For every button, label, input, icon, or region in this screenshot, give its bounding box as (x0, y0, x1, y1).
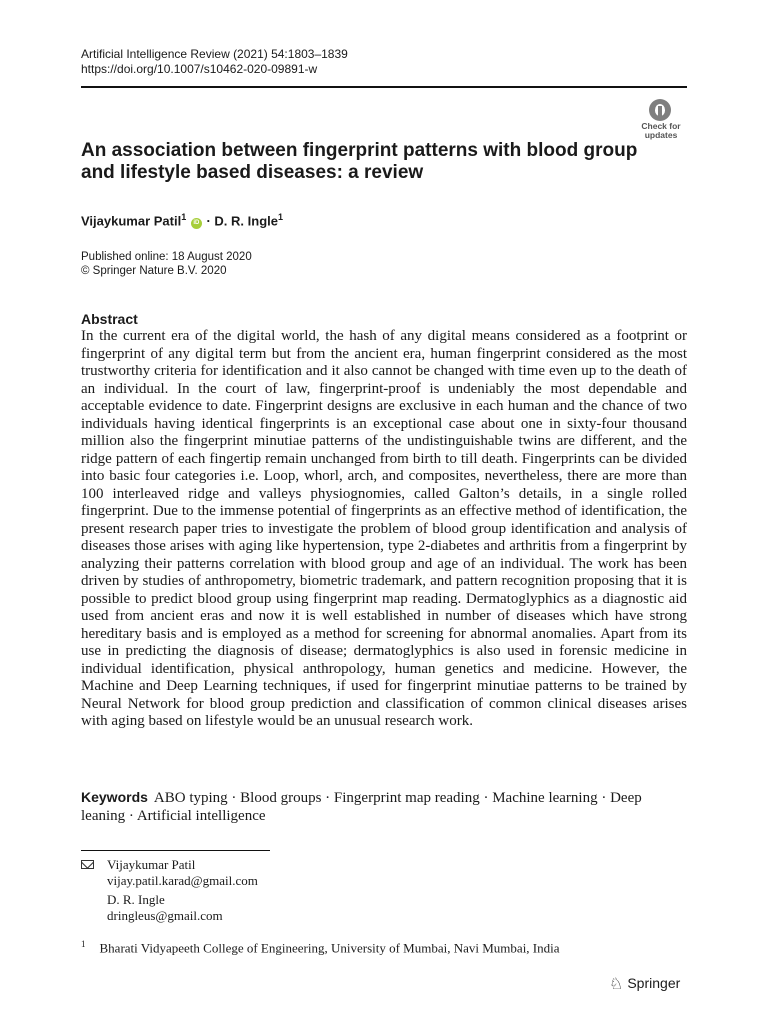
orcid-icon[interactable]: iD (191, 218, 202, 229)
check-for-updates-badge[interactable] (636, 98, 686, 142)
contact-name: Vijaykumar Patil (107, 857, 196, 872)
check-for-updates-icon (649, 99, 671, 121)
doi-link[interactable]: https://doi.org/10.1007/s10462-020-09891-w (81, 62, 318, 76)
copyright: © Springer Nature B.V. 2020 (81, 265, 227, 277)
author-separator: · (202, 213, 215, 229)
publication-info (81, 250, 252, 278)
envelope-icon (81, 860, 94, 869)
published-date: Published online: 18 August 2020 (81, 251, 252, 263)
abstract-text: In the current era of the digital world, the hash of any digital means considered as a footprint or fingerprint of any digital term but from the ancient era, human fingerprint considered as the most trustworthy criteria for identification and it also cannot be changed with time even up to the death of an individual. In the court of law, fingerprint-proof is undeniably the most dependable and acceptable evidence to date. Fingerprint designs are exclusive in each human and the chance of two individuals having identical fingerprints is an exceptional case about one in sixty-four thousand million also the fingerprint minutiae patterns of the undistinguishable twins are different, and the ridge pattern of each fingertip remain unchanged from birth to till death. Fingerprints can be divided into basic four categories i.e. Loop, whorl, arch, and composites, nevertheless, there are more than 100 interleaved ridge and valleys physiognomies, called Galton’s details, in a single rolled fingerprint. Due to the immense potential of fingerprints as an effective method of identification, the present research paper tries to investigate the problem of blood group identification and analysis of diseases those arises with aging like hypertension, type 2-diabetes and arthritis from a fingerprint by analyzing their patterns correlation with blood group and age of an individual. The work has been driven by studies of anthropometry, biometric trademark, and pattern recognition proposing that it is possible to predict blood group using fingerprint map reading. Dermatoglyphics as a diagnostic aid used from ancient eras and now it is well established in number of diseases which have strong hereditary basis and is employed as a method for screening for abnormal anomalies. Apart from its use in predicting the diagnosis of disease; dermatoglyphics is also used in forensic medicine in individual identification, physical anthropology, human genetics and medicine. However, the Machine and Deep Learning techniques, if used for fingerprint minutiae patterns to be trained by Neural Network for blood group prediction and classification of common clinical diseases arises with aging based on lifestyle would be an unusual research work. (81, 328, 687, 729)
author-name[interactable]: Vijaykumar Patil (81, 213, 182, 229)
publisher-name: Springer (627, 975, 681, 991)
check-for-updates-label: Check for updates (641, 121, 681, 140)
journal-header (81, 47, 348, 77)
springer-horse-icon: ♘ (609, 976, 624, 993)
affiliation-marker: 1 (181, 212, 187, 222)
keywords-label: Keywords (81, 789, 148, 805)
affiliation-marker: 1 (277, 212, 283, 222)
contact-email[interactable]: vijay.patil.karad@gmail.com (107, 873, 258, 888)
corresponding-author (107, 857, 258, 889)
second-author-contact (107, 892, 223, 924)
keywords (81, 789, 687, 825)
affiliation-text: Bharati Vidyapeeth College of Engineering, University of Mumbai, Navi Mumbai, India (99, 940, 560, 956)
footnote-rule (81, 850, 270, 851)
paper-title: An association between fingerprint patterns with blood group and lifestyle based diseases: a review (81, 140, 638, 183)
author-list (81, 208, 283, 230)
author-name[interactable]: D. R. Ingle (214, 213, 278, 229)
publisher-logo (609, 973, 680, 993)
header-rule (81, 86, 687, 88)
affiliation-number: 1 (81, 939, 86, 949)
affiliation (81, 936, 560, 956)
keywords-list: ABO typing · Blood groups · Fingerprint map reading · Machine learning · Deep leaning · Artificial intelligence (81, 790, 642, 824)
journal-citation: Artificial Intelligence Review (2021) 54:1803–1839 (81, 47, 348, 61)
contact-email[interactable]: dringleus@gmail.com (107, 908, 223, 923)
contact-name: D. R. Ingle (107, 892, 165, 907)
abstract-heading: Abstract (81, 311, 138, 327)
